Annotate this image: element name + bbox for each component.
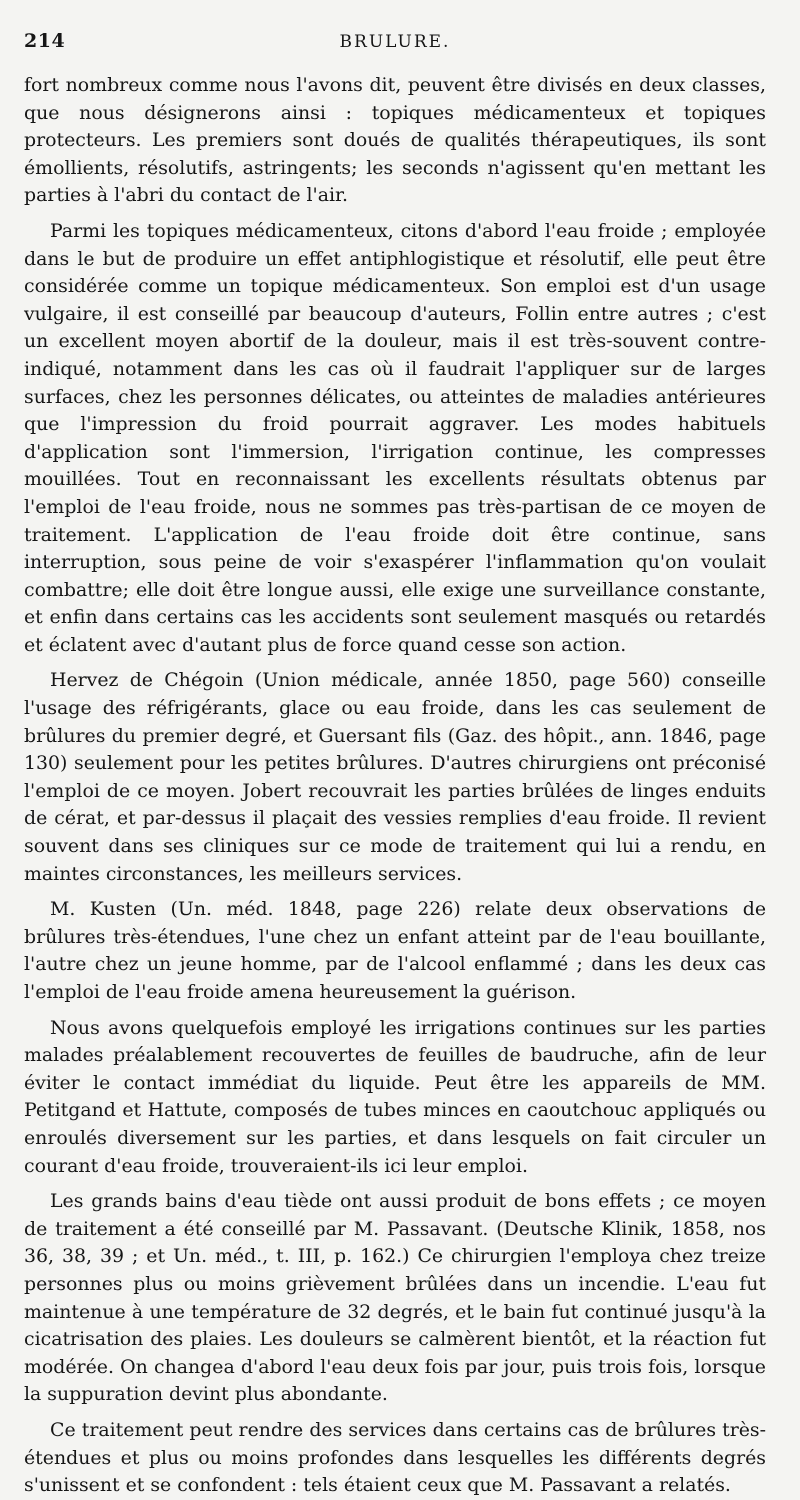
page-header: [24, 28, 766, 72]
paragraph-irrigations: Nous avons quelquefois employé les irrigations continues sur les parties malades préalablement recouvertes de feuilles de baudruche, afin de leur éviter le contact immédiat du liquide. Peut être les appareils de MM. Petitgand et Hattute, composés de tubes minces en caoutchouc appliqués ou enroulés diversement sur les parties, et dans lesquels on fait circuler un courant d'eau froide, trouveraient-ils ici leur emploi.: [24, 1016, 766, 1177]
paragraph-cold-water: Parmi les topiques médicamenteux, citons d'abord l'eau froide ; employée dans le but de produire un effet antiphlogistique et résolutif, elle peut être considérée comme un topique médicamenteux. Son emploi est d'un usage vulgaire, il est conseillé par beaucoup d'auteurs, Follin entre autres ; c'est un excellent moyen abortif de la douleur, mais il est très-souvent contre-indiqué, notamment dans les cas où il faudrait l'appliquer sur de larges surfaces, chez les personnes délicates, ou atteintes de maladies antérieures que l'impression du froid pourrait aggraver. Les modes habituels d'application sont l'immersion, l'irrigation continue, les compresses mouillées. Tout en reconnaissant les excellents résultats obtenus par l'emploi de l'eau froide, nous ne sommes pas très-partisan de ce moyen de traitement. L'application de l'eau froide doit être continue, sans interruption, sous peine de voir s'exaspérer l'inflammation qu'on voulait combattre; elle doit être longue aussi, elle exige une surveillance constante, et enfin dans certains cas les accidents sont seulement masqués ou retardés et éclatent avec d'autant plus de force quand cesse son action.: [24, 219, 766, 656]
body-text: [24, 72, 766, 1500]
paragraph-warm-baths: Les grands bains d'eau tiède ont aussi produit de bons effets ; ce moyen de traitement a été conseillé par M. Passavant. (Deutsche Klinik, 1858, nos 36, 38, 39 ; et Un. méd., t. III, p. 162.) Ce chirurgien l'employa chez treize personnes plus ou moins grièvement brûlées dans un incendie. L'eau fut maintenue à une température de 32 degrés, et le bain fut continué jusqu'à la cicatrisation des plaies. Les douleurs se calmèrent bientôt, et la réaction fut modérée. On changea d'abord l'eau deux fois par jour, puis trois fois, lorsque la suppuration devint plus abondante.: [24, 1190, 766, 1406]
paragraph-hervez-de-chegoin: Hervez de Chégoin (Union médicale, année 1850, page 560) conseille l'usage des réfrigérants, glace ou eau froide, dans les cas seulement de brûlures du premier degré, et Guersant fils (Gaz. des hôpit., ann. 1846, page 130) seulement pour les petites brûlures. D'autres chirurgiens ont préconisé l'emploi de ce moyen. Jobert recouvrait les parties brûlées de linges enduits de cérat, et par-dessus il plaçait des vessies remplies d'eau froide. Il revient souvent dans ses cliniques sur ce mode de traitement qui lui a rendu, en maintes circonstances, les meilleurs services.: [24, 669, 766, 885]
paragraph-conclusion: Ce traitement peut rendre des services dans certains cas de brûlures très-étendues et plus ou moins profondes dans lesquelles les différents degrés s'unissent et se confondent : tels étaient ceux que M. Passavant a relatés.: [24, 1418, 766, 1497]
running-title: BRULURE.: [339, 32, 451, 52]
paragraph-kusten: M. Kusten (Un. méd. 1848, page 226) relate deux observations de brûlures très-étendues, l'une chez un enfant atteint par de l'eau bouillante, l'autre chez un jeune homme, par de l'alcool enflammé ; dans les deux cas l'emploi de l'eau froide amena heureusement la guérison.: [24, 898, 766, 1003]
paragraph-continued: fort nombreux comme nous l'avons dit, peuvent être divisés en deux classes, que nous désignerons ainsi : topiques médicamenteux et topiques protecteurs. Les premiers sont doués de qualités thérapeutiques, ils sont émollients, résolutifs, astringents; les seconds n'agissent qu'en mettant les parties à l'abri du contact de l'air.: [24, 74, 766, 207]
page-number: 214: [24, 30, 66, 52]
